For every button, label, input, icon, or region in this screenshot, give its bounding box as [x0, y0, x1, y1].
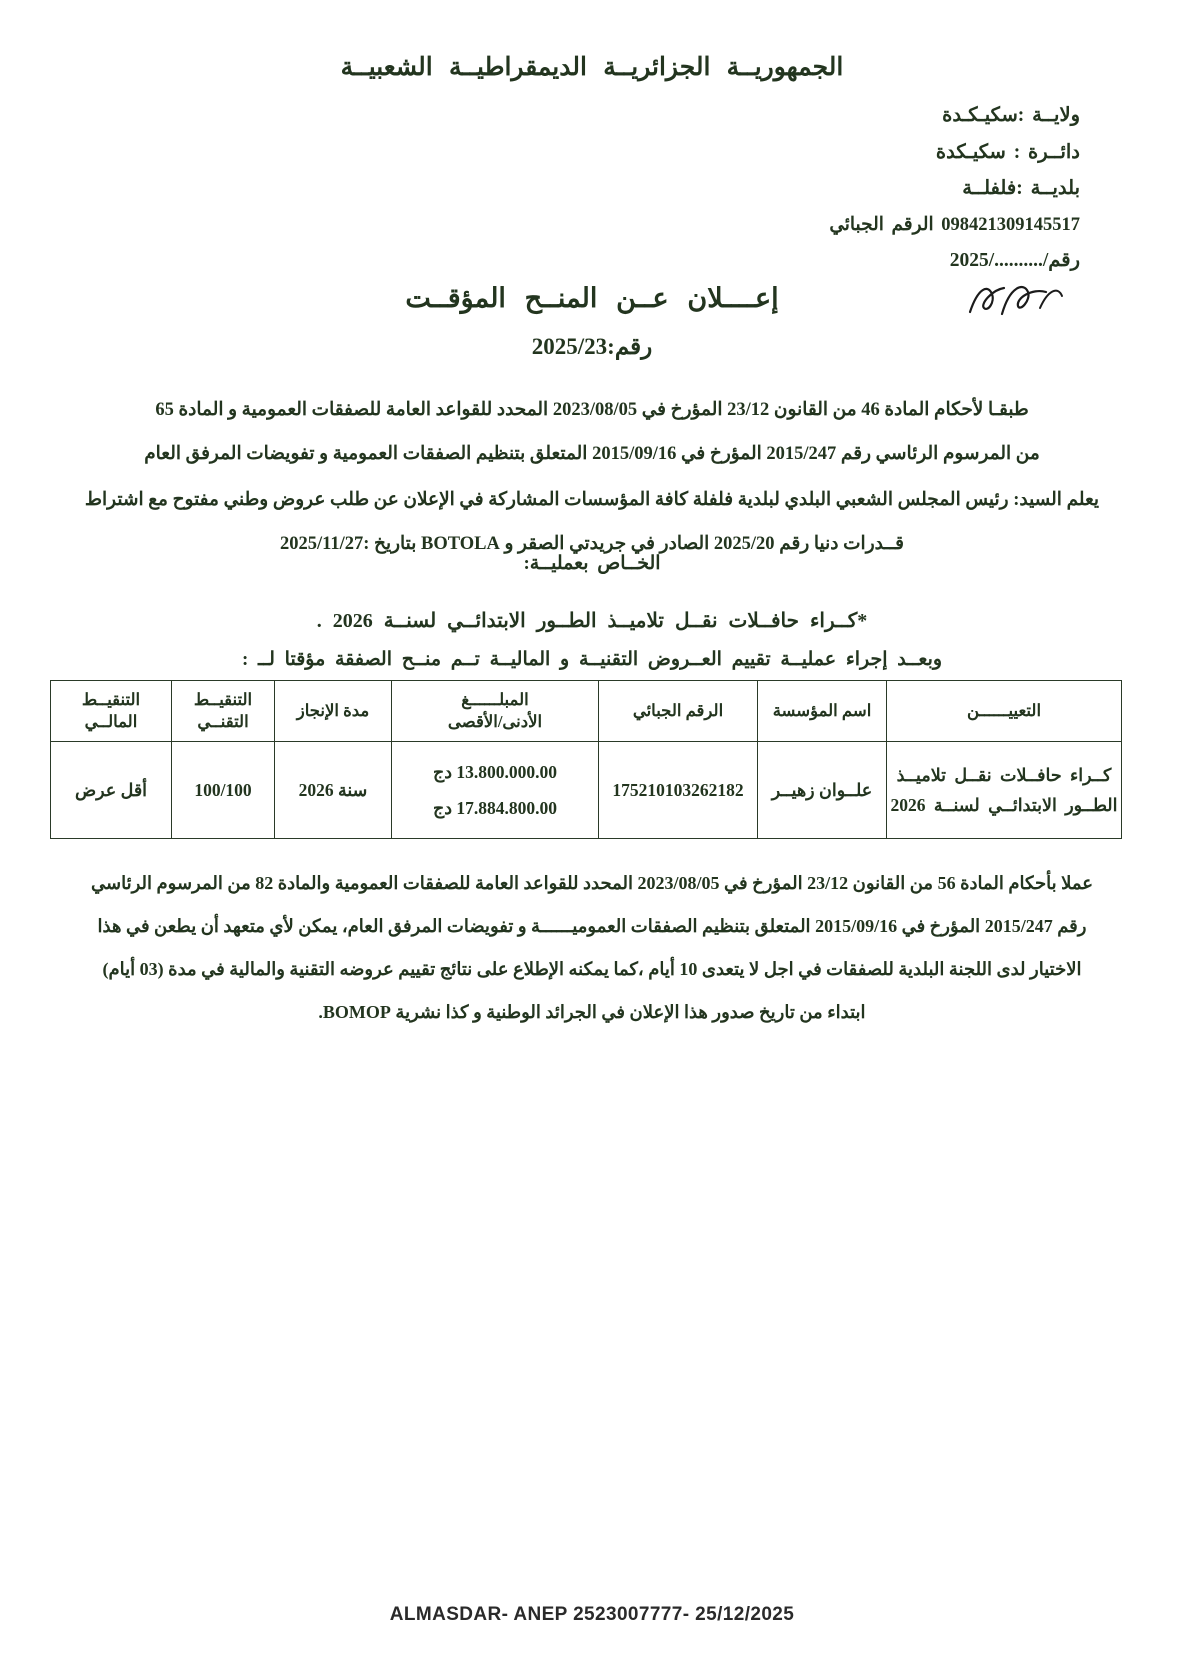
legal-basis-line-1: طبقـا لأحكام المادة 46 من القانون 23/12 المؤرخ في 2023/08/05 المحدد للقواعد العامة للصفقات العمومية و المادة 65 [155, 400, 1029, 420]
cell-technical-score: 100/100 [172, 742, 275, 839]
cell-duration: سنة 2026 [275, 742, 392, 839]
cell-amount [392, 742, 599, 839]
cell-amount-min: 13.800.000.00 دج [432, 762, 558, 782]
reference-number-line: رقم/........../2025 [949, 250, 1080, 271]
header-duration: مدة الإنجاز [275, 681, 392, 742]
header-designation: التعييــــــن [887, 681, 1122, 742]
header-financial-score: التنقيــط المالــي [51, 681, 172, 742]
tax-number-value: 098421309145517 [941, 214, 1080, 235]
closing-line-1: عملا بأحكام المادة 56 من القانون 23/12 المؤرخ في 2023/08/05 المحدد للقواعد العامة للصفقات العمومية والمادة 82 من المرسوم الرئاسي [91, 873, 1093, 893]
cell-tax-number: 175210103262182 [599, 742, 758, 839]
notice-line-2: قــدرات دنيا رقم 2025/20 الصادر في جريدتي الصقر و BOTOLA بتاريخ :2025/11/27 [279, 534, 905, 554]
cell-company: علــوان زهيــر [758, 742, 887, 839]
closing-line-3: الاختيار لدى اللجنة البلدية للصفقات في اجل لا يتعدى 10 أيام ،كما يمكنه الإطلاع على نتائج تقييم عروضه التقنية والمالية في مدة (03 أيام) [102, 959, 1082, 979]
award-table [50, 680, 1122, 839]
header-amount-main: المبلــــــغ [461, 690, 529, 709]
closing-line-2: رقم 2015/247 المؤرخ في 2015/09/16 المتعلق بتنظيم الصفقات العموميــــــة و تفويضات المرفق العام، يمكن لأي متعهد أن يطعن في هذا [97, 916, 1087, 936]
document-title: إعــــلان عــن المنــح المؤقــت [405, 283, 779, 313]
wilaya-line: ولايــة :سكيـكـدة [942, 105, 1080, 126]
closing-paragraph [62, 862, 1122, 1034]
cell-financial-score: أقل عرض [51, 742, 172, 839]
tax-number-line [829, 216, 1080, 235]
header-tax-number: الرقم الجبائي [599, 681, 758, 742]
document-subtitle-number: رقم:2025/23 [531, 334, 653, 359]
daira-line: دائــرة : سكيـكدة [935, 141, 1080, 163]
footer-reference: ALMASDAR- ANEP 2523007777- 25/12/2025 [389, 1604, 795, 1625]
legal-basis-line-2: من المرسوم الرئاسي رقم 2015/247 المؤرخ في 2015/09/16 المتعلق بتنظيم الصفقات العمومية و تفويضات المرفق العام [144, 444, 1040, 464]
tax-number-label: الرقم الجبائي [829, 214, 934, 235]
header-amount-sub: الأدنى/الأقصى [447, 712, 543, 731]
cell-designation: كــراء حافــلات نقــل تلاميــذ الطــور الابتدائــي لسنــة 2026 [887, 742, 1122, 839]
table-row [51, 742, 1122, 839]
table-header-row [51, 681, 1122, 742]
cell-amount-max: 17.884.800.00 دج [432, 798, 558, 818]
closing-line-4: ابتداء من تاريخ صدور هذا الإعلان في الجرائد الوطنية و كذا نشرية BOMOP. [318, 1002, 866, 1022]
header-technical-score: التنقيــط التقنــي [172, 681, 275, 742]
national-header: الجمهوريــة الجزائريــة الديمقراطيــة الشعبيــة [340, 54, 844, 81]
award-intro-text: وبعــد إجراء عمليــة تقييم العــروض التقنيــة و الماليــة تــم منــح الصفقة مؤقتا لــ : [241, 649, 943, 670]
administrative-identity-block [829, 106, 1080, 275]
legal-basis-paragraph [66, 388, 1118, 476]
baladiya-line: بلديــة :فلفلــة [962, 178, 1080, 199]
header-company: اسم المؤسسة [758, 681, 887, 742]
operation-description: *كــراء حافــلات نقــل تلاميــذ الطــور الابتدائــي لسنــة 2026 . [316, 610, 868, 632]
notice-line-1: يعلم السيد: رئيس المجلس الشعبي البلدي لبلدية فلفلة كافة المؤسسات المشاركة في الإعلان عن طلب عروض وطني مفتوح مع اشتراط [84, 490, 1100, 510]
header-amount [392, 681, 599, 742]
subject-label: الخــاص بعمليــة: [523, 553, 661, 574]
